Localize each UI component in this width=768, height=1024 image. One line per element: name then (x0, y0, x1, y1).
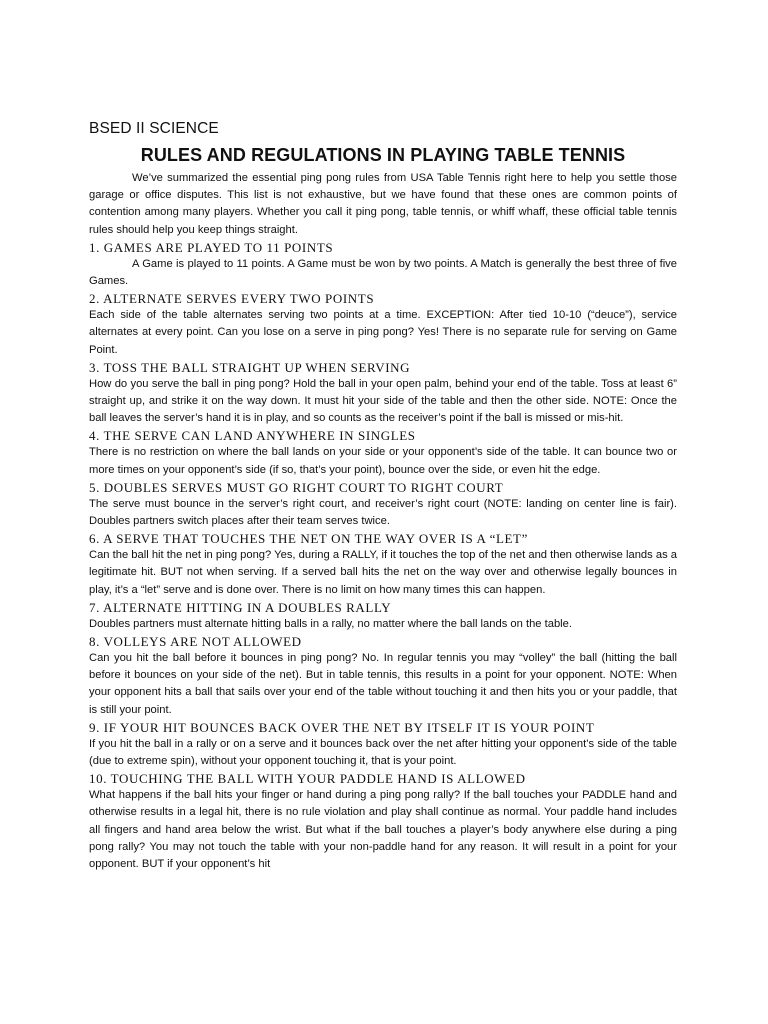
rule-section-1 (89, 239, 677, 290)
rule-heading: 2. ALTERNATE SERVES EVERY TWO POINTS (89, 291, 375, 307)
rule-body: Can you hit the ball before it bounces in ping pong? No. In regular tennis you may “volley” the ball (hitting the ball before it bounces on your side of the net). But in table tennis, this results in a point for your opponent. NOTE: When your opponent hits a ball that sails over your end of the table without touching it and then hits you or your paddle, that is still your point. (89, 652, 677, 716)
rule-body: Doubles partners must alternate hitting balls in a rally, no matter where the ball lands on the table. (89, 617, 572, 630)
rule-section-8 (89, 633, 677, 719)
rule-body: A Game is played to 11 points. A Game must be won by two points. A Match is generally the best three of five Games. (89, 257, 677, 288)
rule-heading: 3. TOSS THE BALL STRAIGHT UP WHEN SERVING (89, 359, 411, 375)
document-content (89, 119, 677, 873)
rule-body: There is no restriction on where the ball lands on your side or your opponent’s side of the table. It can bounce two or more times on your opponent’s side (if so, that’s your point), bounce over the side, or even hit the edge. (89, 446, 677, 476)
rule-section-7 (89, 599, 677, 633)
rule-body: If you hit the ball in a rally or on a serve and it bounces back over the net after hitting your opponent’s side of the table (due to extreme spin), without your opponent touching it, that is your point. (89, 737, 677, 768)
rule-section-9 (89, 719, 677, 770)
rule-section-5 (89, 479, 677, 530)
rule-heading: 9. IF YOUR HIT BOUNCES BACK OVER THE NET BY ITSELF IT IS YOUR POINT (89, 719, 595, 735)
rule-section-6 (89, 530, 677, 599)
document-title: RULES AND REGULATIONS IN PLAYING TABLE TENNIS (140, 145, 626, 165)
rule-body: The serve must bounce in the server’s right court, and receiver’s right court (NOTE: landing on center line is fair). Doubles partners switch places after their team serves twice. (89, 497, 677, 528)
course-label: BSED II SCIENCE (89, 120, 219, 137)
rule-heading: 1. GAMES ARE PLAYED TO 11 POINTS (89, 239, 334, 255)
rule-section-2 (89, 290, 677, 359)
rule-heading: 6. A SERVE THAT TOUCHES THE NET ON THE WAY OVER IS A “LET” (89, 531, 528, 547)
rule-body: Can the ball hit the net in ping pong? Yes, during a RALLY, if it touches the top of the net and then otherwise lands as a legitimate hit. BUT not when serving. If a served ball hits the net on the way over and otherwise legally bounces in play, it’s a “let” serve and is done over. There is no limit on how many times this can happen. (89, 549, 677, 596)
intro-paragraph: We’ve summarized the essential ping pong rules from USA Table Tennis right here to help you settle those garage or office disputes. This list is not exhaustive, but we have found that these ones are common points of contention among many players. Whether you call it ping pong, table tennis, or whiff whaff, these official table tennis rules should help you keep things straight. (89, 172, 677, 236)
rule-heading: 5. DOUBLES SERVES MUST GO RIGHT COURT TO RIGHT COURT (89, 479, 504, 495)
rule-body: Each side of the table alternates serving two points at a time. EXCEPTION: After tied 10-10 (“deuce”), service alternates at every point. Can you lose on a serve in ping pong? Yes! There is no separate rule for serving on Game Point. (89, 309, 677, 356)
rule-body: How do you serve the ball in ping pong? Hold the ball in your open palm, behind your end of the table. Toss at least 6” straight up, and strike it on the way down. It must hit your side of the table and then the other side. NOTE: Once the ball leaves the server’s hand it is in play, and so counts as the receiver’s point if the ball is missed or mis-hit. (89, 377, 677, 425)
rule-heading: 7. ALTERNATE HITTING IN A DOUBLES RALLY (89, 599, 392, 615)
rule-section-10 (89, 770, 677, 873)
rule-heading: 8. VOLLEYS ARE NOT ALLOWED (89, 634, 302, 650)
rule-heading: 4. THE SERVE CAN LAND ANYWHERE IN SINGLES (89, 428, 416, 444)
rule-heading: 10. TOUCHING THE BALL WITH YOUR PADDLE HAND IS ALLOWED (89, 771, 526, 787)
rule-body: What happens if the ball hits your finger or hand during a ping pong rally? If the ball touches your PADDLE hand and otherwise results in a legal hit, there is no rule violation and play shall continue as normal. Your paddle hand includes all fingers and hand area below the wrist. But what if the ball touches a player’s body anywhere else during a ping pong rally? You may not touch the table with your non-paddle hand for any reason. It will result in a point for your opponent. BUT if your opponent’s hit (89, 789, 677, 871)
rule-section-3 (89, 359, 677, 428)
rule-section-4 (89, 427, 677, 478)
